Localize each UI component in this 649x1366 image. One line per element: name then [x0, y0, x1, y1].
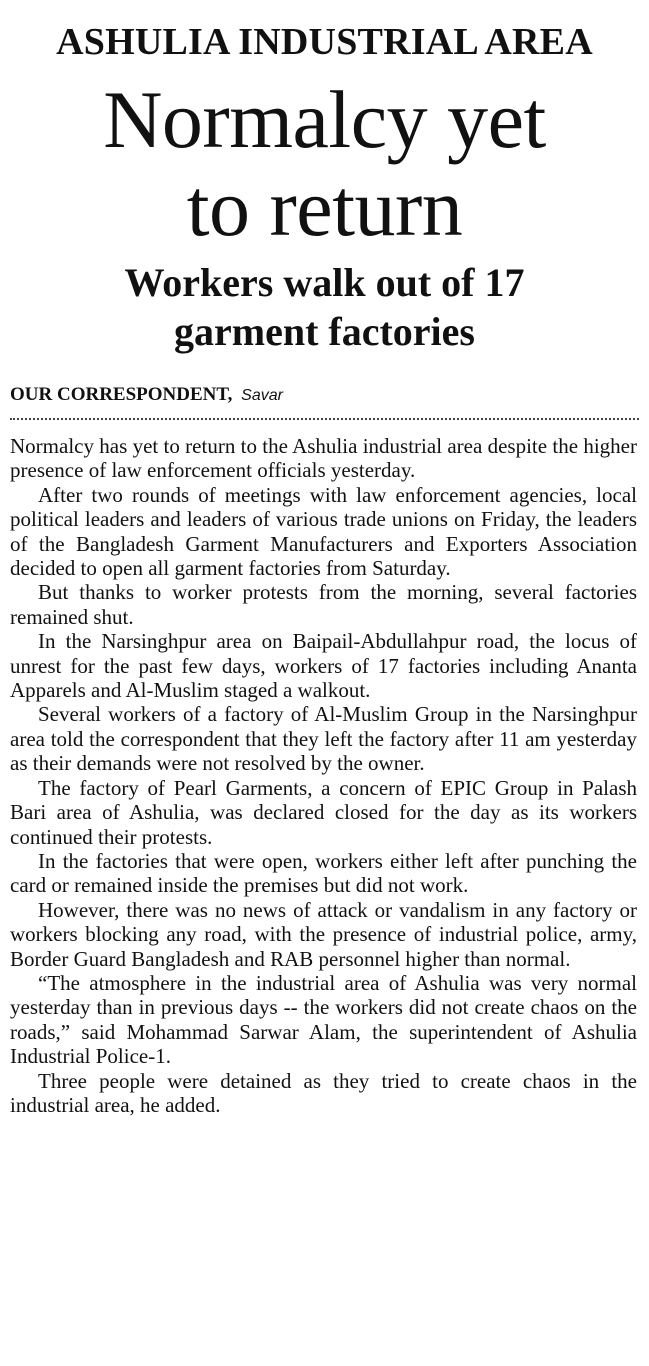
body-paragraph: In the factories that were open, workers either left after punching the card or remained inside the premises but did not work. [10, 848, 637, 898]
subheadline-line-2: garment factories [174, 309, 475, 354]
body-paragraph: The factory of Pearl Garments, a concern of EPIC Group in Palash Bari area of Ashulia, was declared closed for the day as its workers continued their protests. [10, 775, 637, 849]
section-kicker: ASHULIA INDUSTRIAL AREA [56, 21, 593, 63]
body-paragraph: After two rounds of meetings with law enforcement agencies, local political leaders and leaders of various trade unions on Friday, the leaders of the Bangladesh Garment Manufacturers and Exporters Association decided to open all garment factories from Saturday. [10, 482, 637, 581]
byline-location: Savar [241, 387, 283, 404]
body-paragraph: Several workers of a factory of Al-Muslim Group in the Narsinghpur area told the correspondent that they left the factory after 11 am yesterday as their demands were not resolved by the owner. [10, 702, 637, 776]
headline-line-2: to return [186, 162, 463, 253]
body-paragraph: But thanks to worker protests from the morning, several factories remained shut. [10, 580, 637, 629]
subheadline-line-1: Workers walk out of 17 [124, 260, 525, 305]
body-paragraph: “The atmosphere in the industrial area of Ashulia was very normal yesterday than in previous days -- the workers did not create chaos on the roads,” said Mohammad Sarwar Alam, the superintendent of Ashulia Industrial Police-1. [10, 970, 637, 1069]
byline [10, 383, 639, 408]
headline-line-1: Normalcy yet [103, 74, 546, 165]
body-paragraph: Three people were detained as they tried to create chaos in the industrial area, he added. [10, 1068, 637, 1117]
dotted-divider [10, 418, 639, 420]
byline-author: OUR CORRESPONDENT, [10, 384, 233, 405]
body-paragraph: However, there was no news of attack or vandalism in any factory or workers blocking any road, with the presence of industrial police, army, Border Guard Bangladesh and RAB personnel higher than normal. [10, 897, 637, 971]
subheadline [0, 258, 649, 356]
body-paragraph: In the Narsinghpur area on Baipail-Abdullahpur road, the locus of unrest for the past few days, workers of 17 factories including Ananta Apparels and Al-Muslim staged a walkout. [10, 629, 637, 703]
body-paragraph: Normalcy has yet to return to the Ashulia industrial area despite the higher presence of law enforcement officials yesterday. [10, 434, 637, 483]
headline [0, 76, 649, 252]
article-body [10, 434, 637, 1117]
